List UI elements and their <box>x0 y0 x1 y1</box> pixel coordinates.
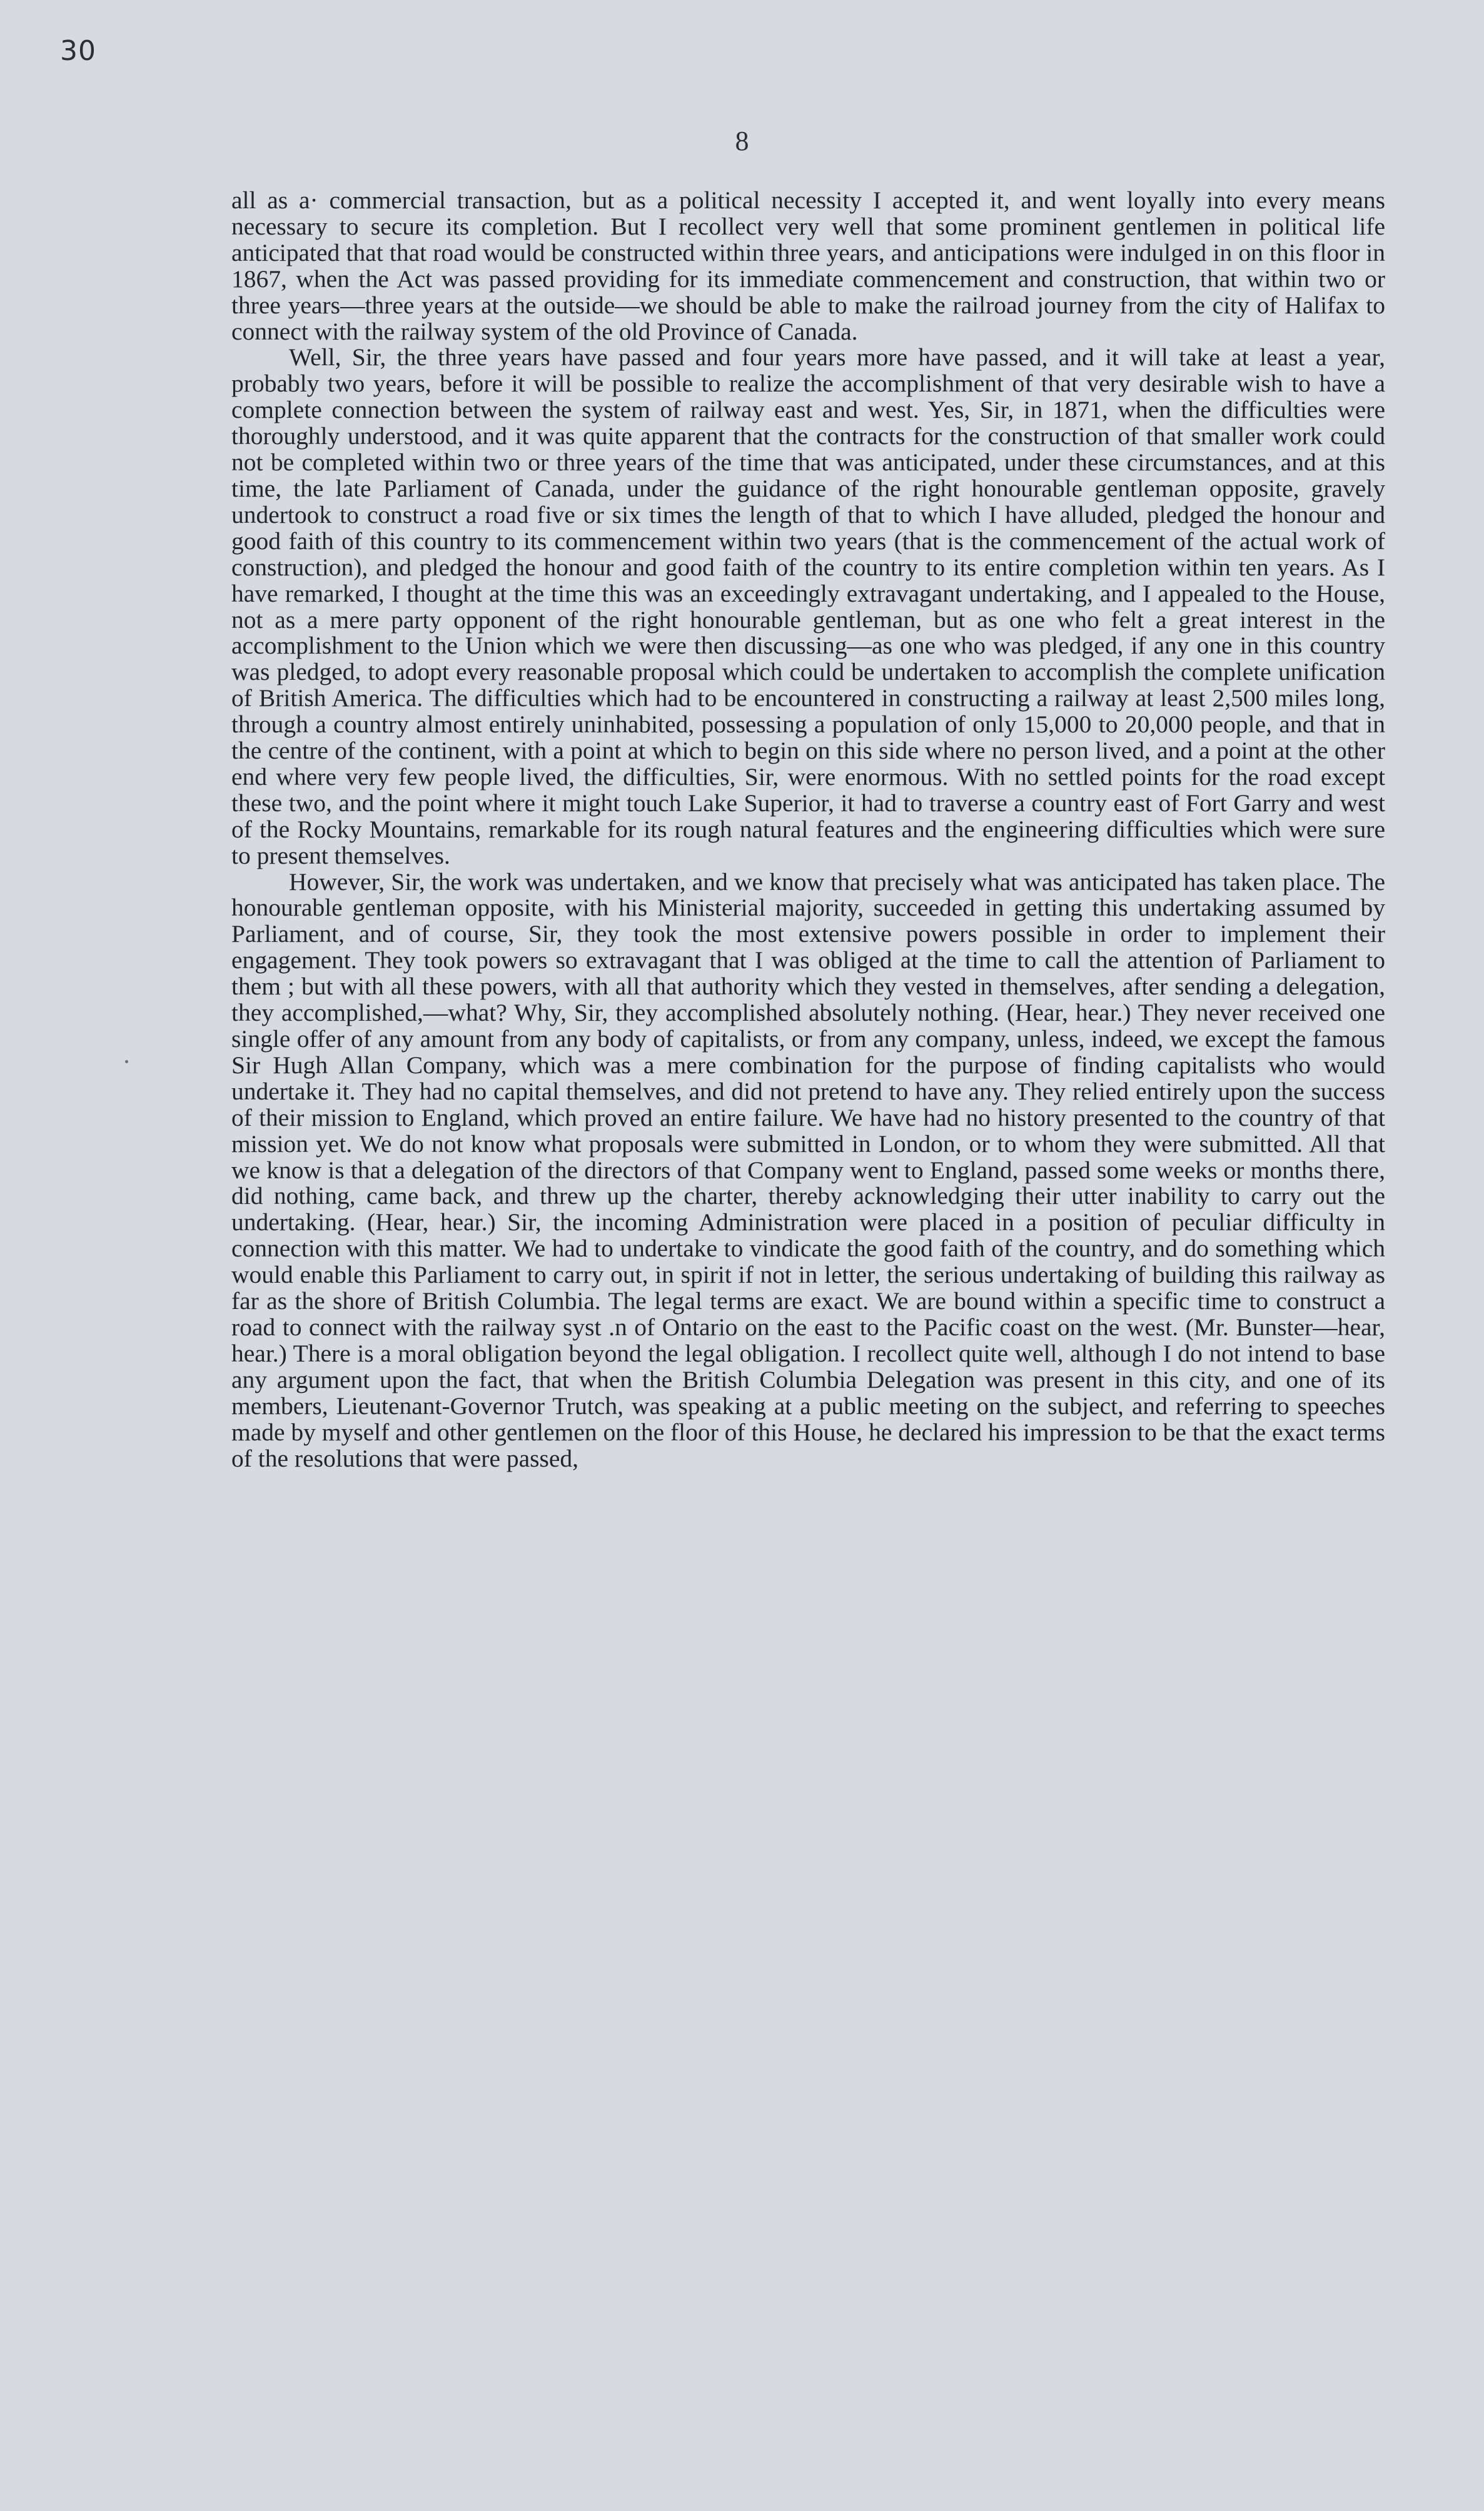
paragraph-3: However, Sir, the work was undertaken, and we know that precisely what was anticipated has taken place. The honourable gentleman opposite, with his Ministerial majority, succeeded in getting this undertaking assumed by Parliament, and of course, Sir, they took the most extensive powers possible in order to implement their engagement. They took powers so extravagant that I was obliged at the time to call the attention of Parliament to them ; but with all these powers, with all that authority which they vested in themselves, after sending a delegation, they accomplished,—what? Why, Sir, they accomplished absolutely nothing. (Hear, hear.) They never received one single offer of any amount from any body of capitalists, or from any company, unless, indeed, we except the famous Sir Hugh Allan Company, which was a mere combination for the purpose of finding capitalists who would undertake it. They had no capital themselves, and did not pretend to have any. They relied entirely upon the success of their mission to England, which proved an entire failure. We have had no history presented to the country of that mission yet. We do not know what proposals were submitted in London, or to whom they were submitted. All that we know is that a delegation of the directors of that Company went to England, passed some weeks or months there, did nothing, came back, and threw up the charter, thereby acknowledging their utter inability to carry out the undertaking. (Hear, hear.) Sir, the incoming Administration were placed in a position of peculiar difficulty in connection with this matter. We had to undertake to vindicate the good faith of the country, and do something which would enable this Parliament to carry out, in spirit if not in letter, the serious undertaking of building this railway as far as the shore of British Columbia. The legal terms are exact. We are bound within a specific time to construct a road to connect with the railway syst .n of Ontario on the east to the Pacific coast on the west. (Mr. Bunster—hear, hear.) There is a moral obligation beyond the legal obligation. I recollect quite well, although I do not intend to base any argument upon the fact, that when the British Columbia Delegation was present in this city, and one of its members, Lieutenant-Governor Trutch, was speaking at a public meeting on the subject, and referring to speeches made by myself and other gentlemen on the floor of this House, he declared his impression to be that the exact terms of the resolutions that were passed, <box>231 867 1386 1472</box>
inner-page-number: 8 <box>735 126 749 156</box>
outer-page-number: 30 <box>60 35 96 67</box>
paragraph-1: all as a· commercial transaction, but as a political necessity I accepted it, and went loyally into every means necessary to secure its completion. But I recollect very well that some prominent gentlemen in political life anticipated that that road would be constructed within three years, and anticipations were indulged in on this floor in 1867, when the Act was passed providing for its immediate commencement and construction, that within two or three years—three years at the outside—we should be able to make the railroad journey from the city of Halifax to connect with the railway system of the old Province of Canada. <box>231 186 1385 345</box>
paragraph-2: Well, Sir, the three years have passed and four years more have passed, and it will take at least a year, probably two years, before it will be possible to realize the accomplishment of that very desirable wish to have a complete connection between the system of railway east and west. Yes, Sir, in 1871, when the difficulties were thoroughly understood, and it was quite apparent that the contracts for the construction of that smaller work could not be completed within two or three years of the time that was anticipated, under these circumstances, and at this time, the late Parliament of Canada, under the guidance of the right honourable gentleman opposite, gravely undertook to construct a road five or six times the length of that to which I have alluded, pledged the honour and good faith of this country to its commencement within two years (that is the commencement of the actual work of construction), and pledged the honour and good faith of the country to its entire completion within ten years. As I have remarked, I thought at the time this was an exceedingly extravagant undertaking, and I appealed to the House, not as a mere party opponent of the right honourable gentleman, but as one who felt a great interest in the accomplishment to the Union which we were then discussing—as one who was pledged, if any one in this country was pledged, to adopt every reasonable proposal which could be undertaken to accomplish the complete unification of British America. The difficulties which had to be encountered in constructing a railway at least 2,500 miles long, through a country almost entirely uninhabited, possessing a population of only 15,000 to 20,000 people, and that in the centre of the continent, with a point at which to begin on this side where no person lived, and a point at the other end where very few people lived, the difficulties, Sir, were enormous. With no settled points for the road except these two, and the point where it might touch Lake Superior, it had to traverse a country east of Fort Garry and west of the Rocky Mountains, remarkable for its rough natural features and the engineering difficulties which were sure to present themselves. <box>231 343 1385 869</box>
margin-speck <box>125 1060 128 1063</box>
speech-text-block <box>231 188 1385 1472</box>
